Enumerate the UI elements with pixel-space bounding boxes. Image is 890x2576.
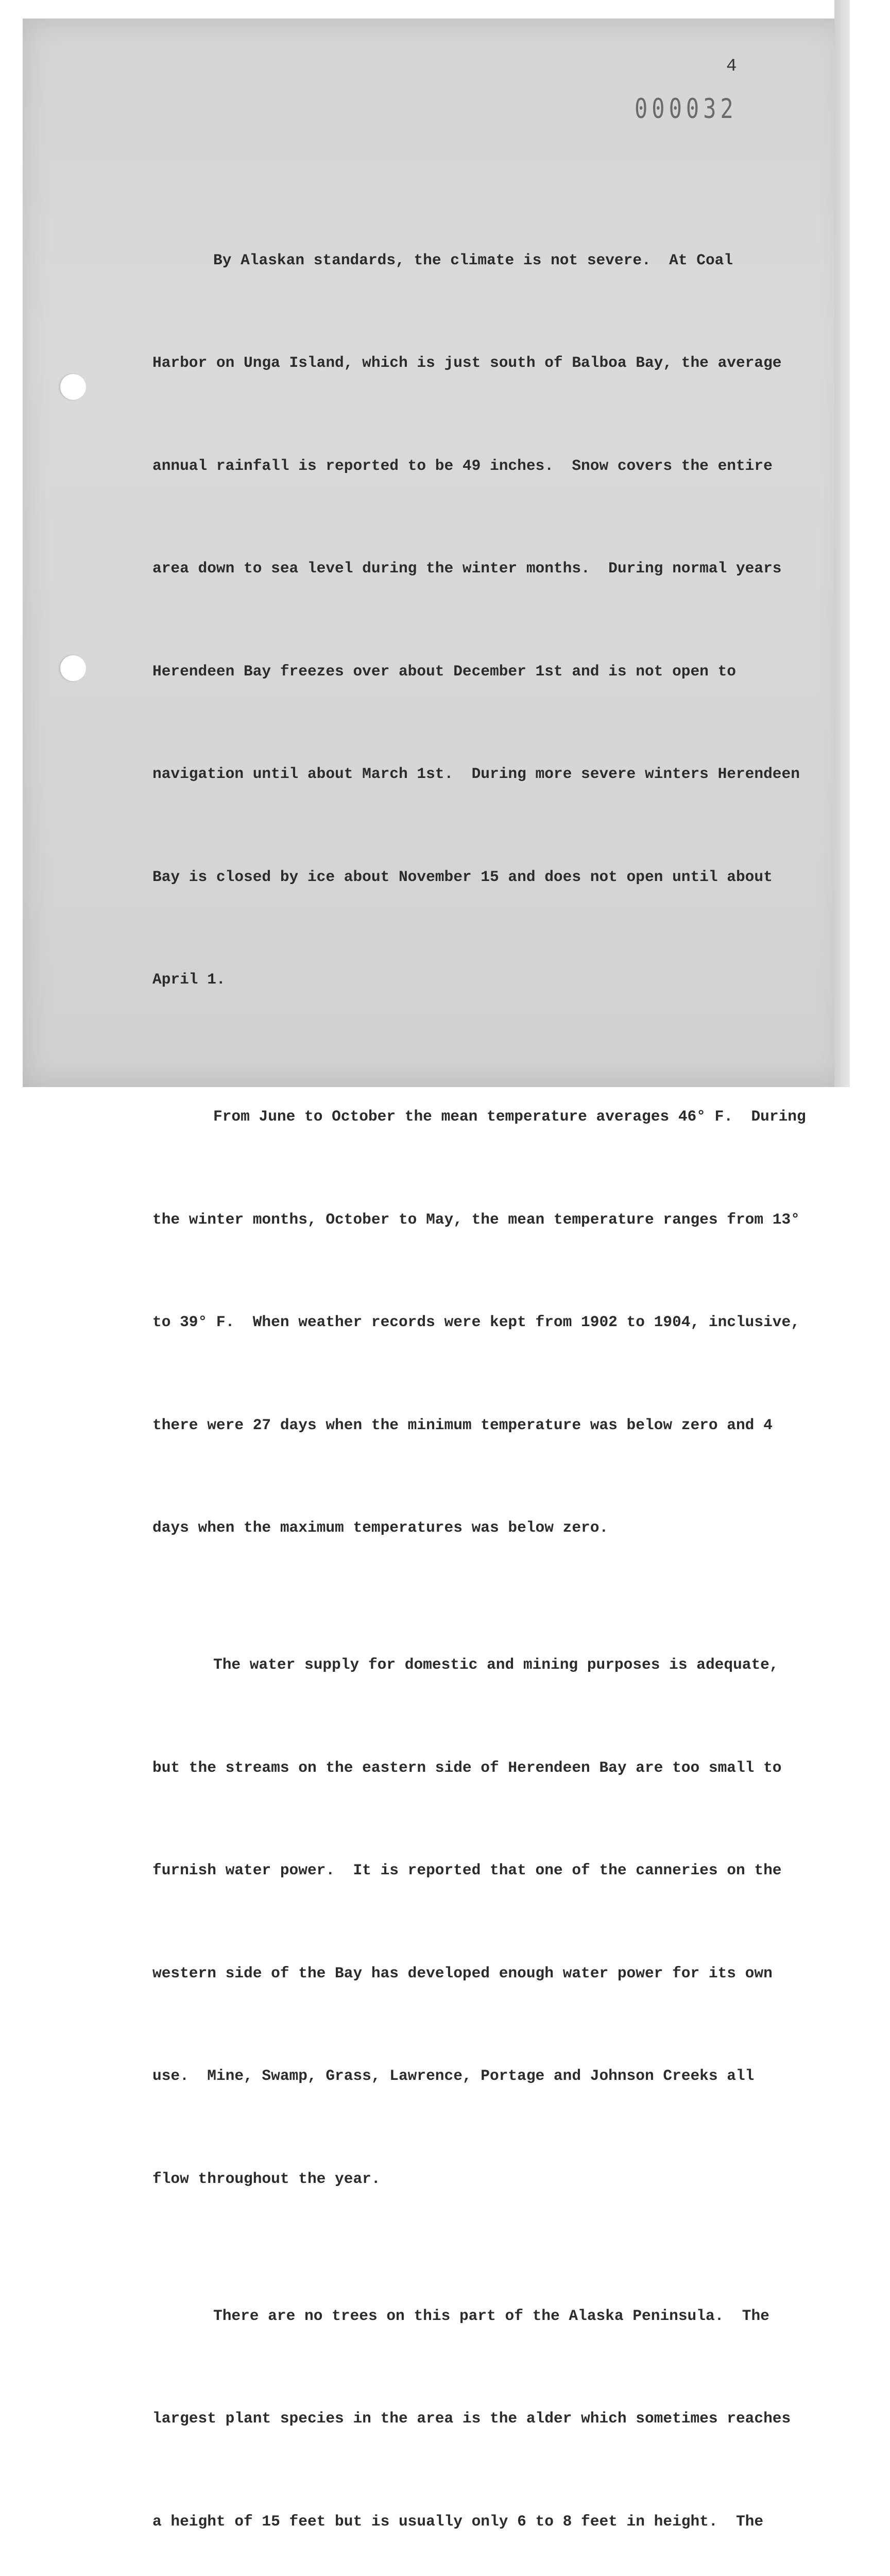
text-line: Herendeen Bay freezes over about December 1st and is not open to [152,662,736,680]
text-line: navigation until about March 1st. During more severe winters Herendeen [152,765,800,783]
text-line: a height of 15 feet but is usually only 6 to 8 feet in height. The [152,2512,764,2530]
text-line: April 1. [152,971,226,988]
text-line: largest plant species in the area is the alder which sometimes reaches [152,2410,791,2427]
text-line: flow throughout the year. [152,2170,381,2188]
text-line: There are no trees on this part of the Alaska Peninsula. The [213,2307,769,2325]
text-line: From June to October the mean temperature averages 46° F. During [213,1108,806,1125]
paper-edge [834,0,850,1087]
page-number: 4 [726,57,737,76]
text-line: western side of the Bay has developed enough water power for its own [152,1964,773,1982]
text-line: days when the maximum temperatures was below zero. [152,1519,609,1536]
text-line: use. Mine, Swamp, Grass, Lawrence, Portage and Johnson Creeks all [152,2067,755,2084]
text-line: By Alaskan standards, the climate is not severe. At Coal [213,251,733,269]
text-line: there were 27 days when the minimum temperature was below zero and 4 [152,1416,773,1434]
text-line: Bay is closed by ice about November 15 and does not open until about [152,868,773,886]
text-line: Harbor on Unga Island, which is just south of Balboa Bay, the average [152,354,782,371]
text-line: to 39° F. When weather records were kept from 1902 to 1904, inclusive, [152,1313,800,1331]
text-line: furnish water power. It is reported that one of the canneries on the [152,1861,782,1879]
text-line: the winter months, October to May, the mean temperature ranges from 13° [152,1210,800,1228]
text-line: annual rainfall is reported to be 49 inches. Snow covers the entire [152,456,773,474]
document-body [152,140,806,2576]
text-line: but the streams on the eastern side of Herendeen Bay are too small to [152,1758,782,1776]
document-stamp: 000032 [635,93,738,125]
text-line: area down to sea level during the winter months. During normal years [152,560,782,577]
text-line: The water supply for domestic and mining purposes is adequate, [213,1656,779,1673]
punch-hole [60,374,86,400]
punch-hole [60,655,86,681]
